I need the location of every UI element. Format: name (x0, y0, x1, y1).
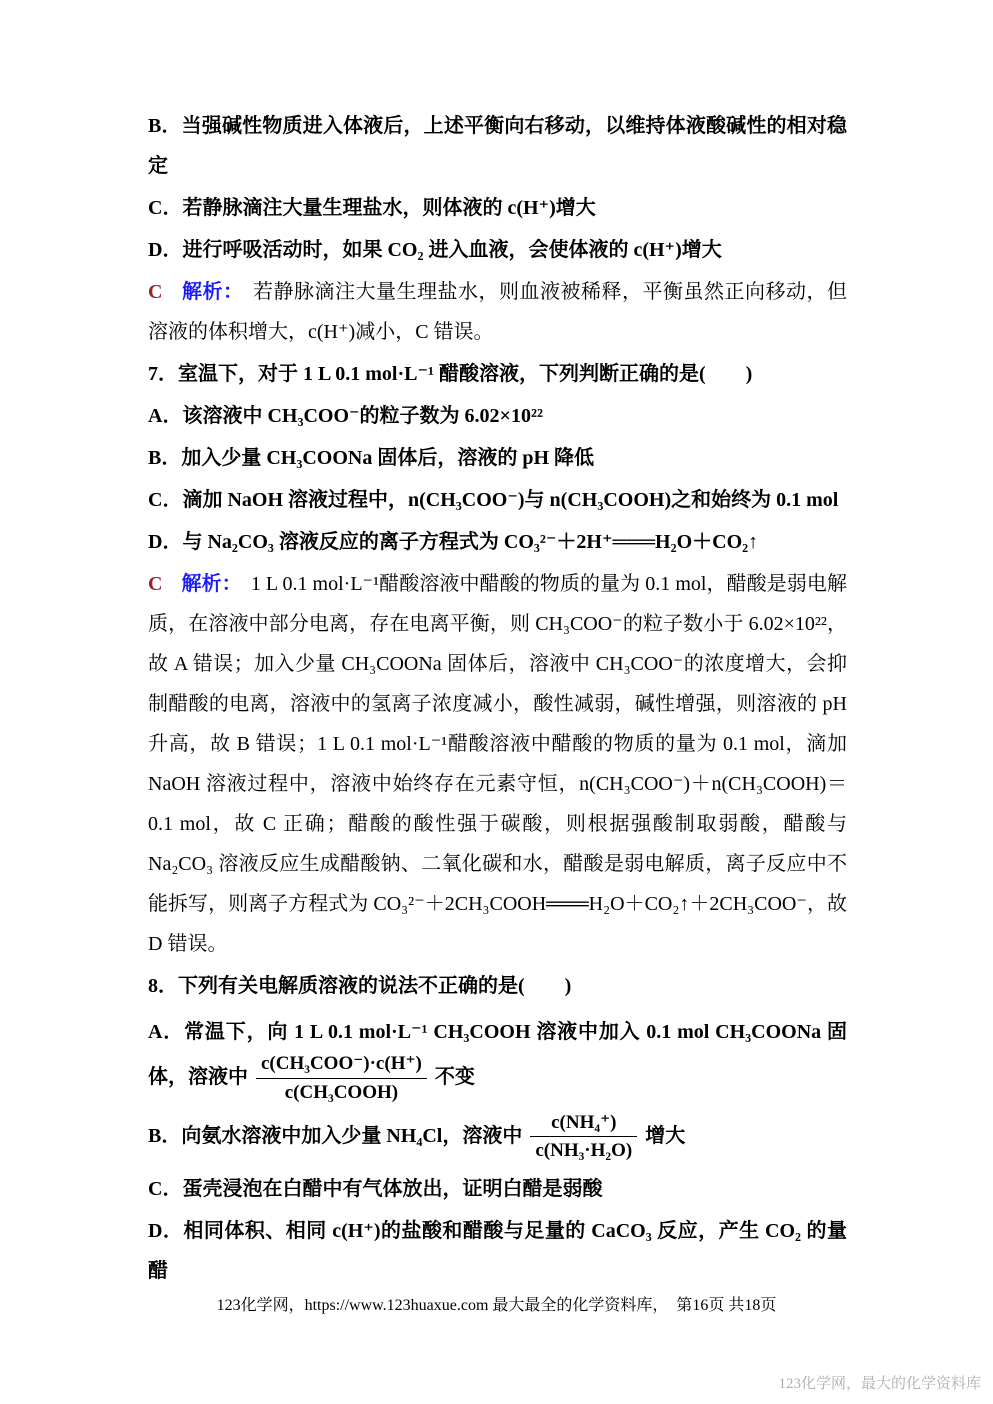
page-content (148, 106, 847, 1293)
q8-option-b-prefix: B．向氨水溶液中加入少量 NH₄Cl，溶液中 (148, 1124, 523, 1147)
q6-option-c: C．若静脉滴注大量生理盐水，则体液的 c(H⁺)增大 (148, 197, 596, 219)
q7-option-b: B．加入少量 CH₃COONa 固体后，溶液的 pH 降低 (148, 447, 595, 469)
q7-option-c: C．滴加 NaOH 溶液过程中，n(CH₃COO⁻)与 n(CH₃COOH)之和始终为 0.1 mol (148, 489, 839, 511)
q8-option-a-fraction (256, 1052, 427, 1105)
q6-answer-letter: C (148, 281, 163, 303)
site-watermark: 123化学网，最大的化学资料库 (778, 1376, 981, 1392)
fraction-numerator: c(CH₃COO⁻)·c(H⁺) (256, 1052, 427, 1079)
q7-answer-letter: C (148, 573, 163, 595)
q8-option-b-suffix: 增大 (645, 1124, 686, 1147)
q8-option-d: D．相同体积、相同 c(H⁺)的盐酸和醋酸与足量的 CaCO₃ 反应，产生 CO₂ 的量醋 (148, 1220, 847, 1282)
q8-stem: 8．下列有关电解质溶液的说法不正确的是( ) (148, 975, 572, 997)
q6-analysis-label: 解析： (181, 281, 244, 303)
fraction-denominator: c(NH₃·H₂O) (535, 1140, 633, 1162)
q6-option-d: D．进行呼吸活动时，如果 CO₂ 进入血液，会使体液的 c(H⁺)增大 (148, 239, 722, 261)
q6-analysis (148, 272, 847, 352)
q8-option-a-prefix: A．常温下，向 1 L 0.1 mol·L⁻¹ CH₃COOH 溶液中加入 0.1 mol CH₃COONa 固体，溶液中 (148, 1021, 847, 1088)
q7-analysis (148, 564, 847, 964)
q6-analysis-text: 若静脉滴注大量生理盐水，则血液被稀释，平衡虽然正向移动，但溶液的体积增大，c(H⁺)减小，C 错误。 (148, 281, 848, 343)
q7-option-d: D．与 Na₂CO₃ 溶液反应的离子方程式为 CO₃²⁻＋2H⁺═══H₂O＋CO₂↑ (148, 531, 759, 553)
q8-option-a-suffix: 不变 (434, 1065, 475, 1088)
q8-option-b (148, 1111, 847, 1164)
q8-option-c: C．蛋壳浸泡在白醋中有气体放出，证明白醋是弱酸 (148, 1178, 603, 1200)
fraction-denominator: c(CH₃COOH) (284, 1081, 399, 1103)
q8-option-b-fraction (530, 1111, 637, 1164)
q7-option-a: A．该溶液中 CH₃COO⁻的粒子数为 6.02×10²² (148, 405, 543, 427)
q7-stem: 7．室温下，对于 1 L 0.1 mol·L⁻¹ 醋酸溶液，下列判断正确的是( ) (148, 363, 753, 385)
q6-option-b: B．当强碱性物质进入体液后，上述平衡向右移动，以维持体液酸碱性的相对稳定 (148, 115, 847, 177)
fraction-numerator: c(NH₄⁺) (530, 1111, 637, 1138)
page-footer: 123化学网，https://www.123huaxue.com 最大最全的化学资料库， 第16页 共18页 (216, 1297, 777, 1314)
q8-option-a (148, 1012, 847, 1105)
q7-analysis-label: 解析： (181, 573, 242, 595)
q7-analysis-text: 1 L 0.1 mol·L⁻¹醋酸溶液中醋酸的物质的量为 0.1 mol，醋酸是弱电解质，在溶液中部分电离，存在电离平衡，则 CH₃COO⁻的粒子数小于 6.02×10²²，故 A 错误；加入少量 CH₃COONa 固体后，溶液中 CH₃COO⁻的浓度增大，会抑制醋酸的电离，溶液中的氢离子浓度减小，酸性减弱，碱性增强，则溶液的 pH 升高，故 B 错误；1 L 0.1 mol·L⁻¹醋酸溶液中醋酸的物质的量为 0.1 mol，滴加 NaOH 溶液过程中，溶液中始终存在元素守恒，n(CH₃COO⁻)＋n(CH₃COOH)＝0.1 mol，故 C 正确；醋酸的酸性强于碳酸，则根据强酸制取弱酸，醋酸与 Na₂CO₃ 溶液反应生成醋酸钠、二氧化碳和水，醋酸是弱电解质，离子反应中不能拆写，则离子方程式为 CO₃²⁻＋2CH₃COOH═══H₂O＋CO₂↑＋2CH₃COO⁻，故 D 错误。 (148, 573, 847, 955)
